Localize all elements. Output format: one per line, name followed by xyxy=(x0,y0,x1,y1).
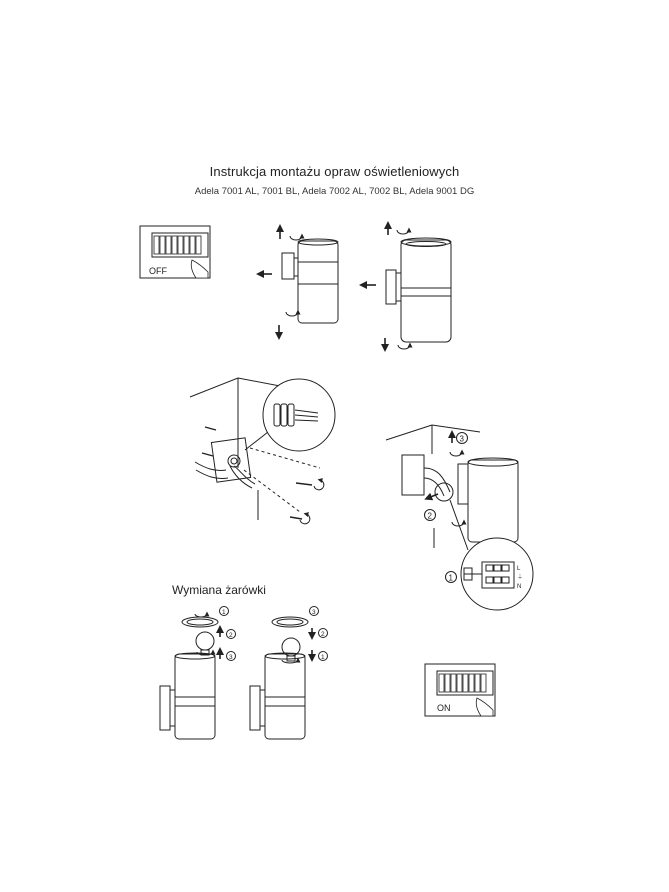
step-1-label: 1 xyxy=(448,573,453,583)
breaker-off-illustration xyxy=(140,226,210,278)
bulb-removal-illustration xyxy=(160,607,236,740)
terminal-l-label: L xyxy=(517,566,521,572)
svg-text:1: 1 xyxy=(321,654,325,661)
svg-text:3: 3 xyxy=(312,609,316,616)
step-3-label: 3 xyxy=(459,434,464,444)
bulb-installation-illustration xyxy=(250,607,328,740)
lamp-exploded-view-2 xyxy=(363,225,451,349)
page-title: Instrukcja montażu opraw oświetleniowych xyxy=(209,164,460,179)
fixture-wiring-illustration xyxy=(386,425,533,610)
page-subtitle: Adela 7001 AL, 7001 BL, Adela 7002 AL, 7002 BL, Adela 9001 DG xyxy=(194,186,475,197)
terminal-n-label: N xyxy=(517,584,522,590)
svg-text:2: 2 xyxy=(229,632,233,639)
lamp-exploded-view-1 xyxy=(260,228,338,336)
svg-text:2: 2 xyxy=(321,631,325,638)
svg-text:1: 1 xyxy=(222,609,226,616)
label-on: ON xyxy=(437,703,451,713)
svg-text:3: 3 xyxy=(229,654,233,661)
wall-mounting-illustration xyxy=(190,378,335,524)
step-2-label: 2 xyxy=(427,511,432,521)
label-off: OFF xyxy=(149,266,167,276)
terminal-earth-label: ⏚ xyxy=(517,575,524,581)
breaker-on-illustration xyxy=(425,664,495,716)
section-heading-bulb-replacement: Wymiana żarówki xyxy=(172,583,266,597)
